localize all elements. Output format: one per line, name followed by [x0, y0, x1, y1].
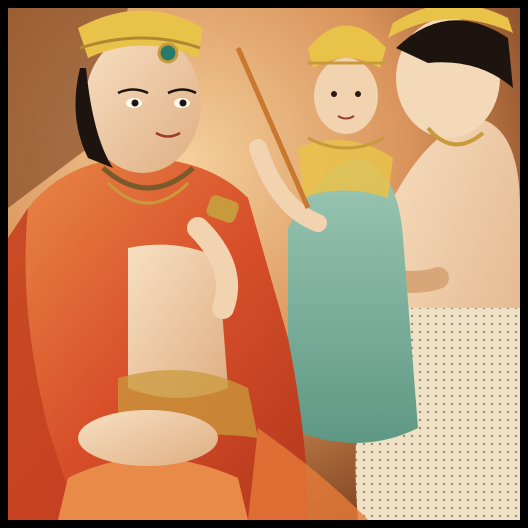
painting-canvas	[8, 8, 520, 520]
painting	[8, 8, 520, 520]
